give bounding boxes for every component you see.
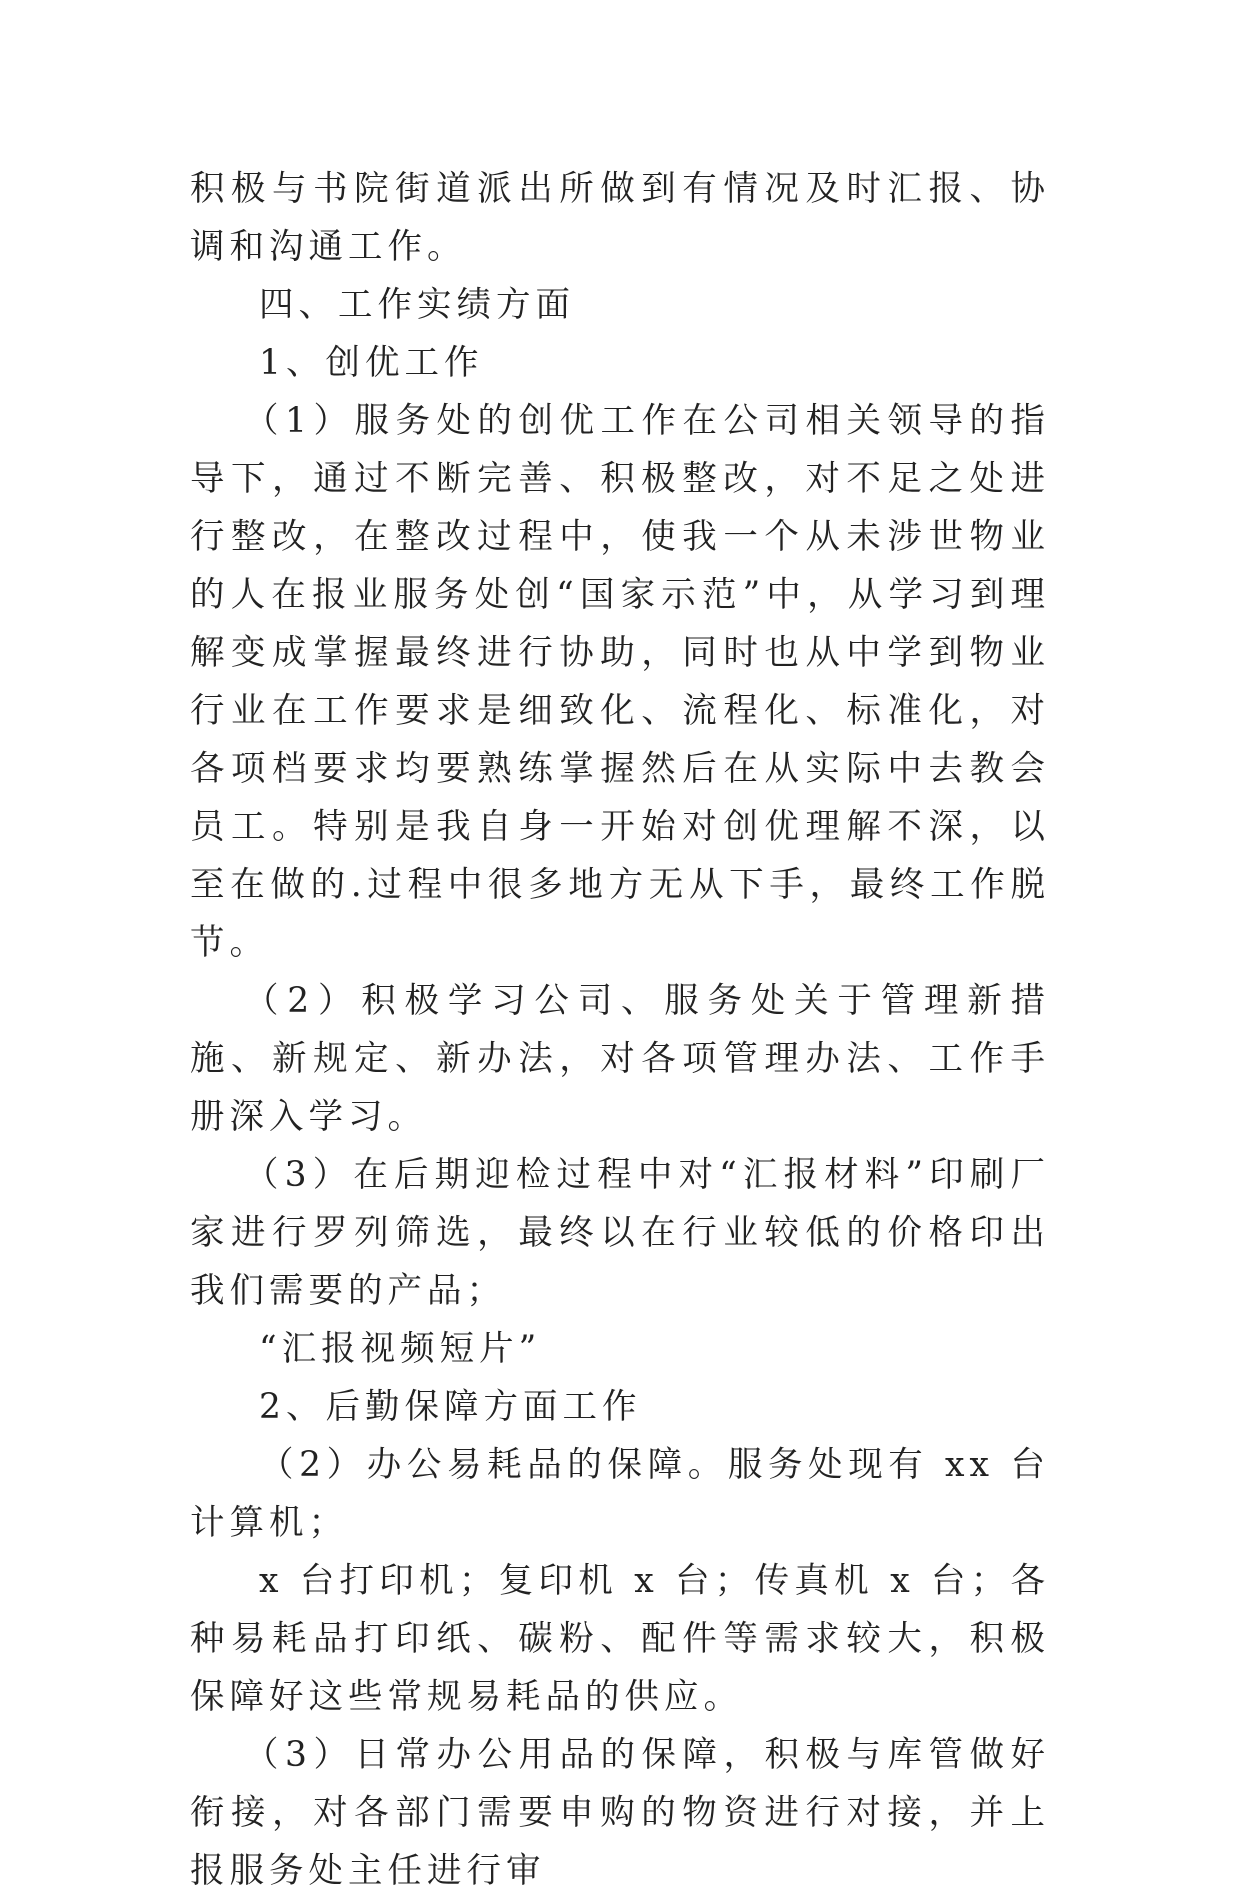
paragraph-excellence-2: （2）积极学习公司、服务处关于管理新措施、新规定、新办法，对各项管理办法、工作手册深入学习。: [190, 981, 1050, 1137]
paragraph-excellence-3: （3）在后期迎检过程中对“汇报材料”印刷厂家进行罗列筛选，最终以在行业较低的价格印出我们需要的产品；: [190, 1155, 1050, 1311]
section-heading-work-achievements: 四、工作实绩方面: [259, 285, 575, 325]
subsection-heading-excellence-work: 1、创优工作: [259, 343, 484, 383]
paragraph-logistics-equipment: x 台打印机；复印机 x 台；传真机 x 台；各种易耗品打印纸、碳粉、配件等需求较大，积极保障好这些常规易耗品的供应。: [190, 1561, 1050, 1717]
paragraph-logistics-3: （3）日常办公用品的保障，积极与库管做好衔接，对各部门需要申购的物资进行对接，并上报服务处主任进行审: [190, 1735, 1050, 1891]
paragraph-report-video: “汇报视频短片”: [259, 1329, 542, 1369]
paragraph-logistics-2: （2）办公易耗品的保障。服务处现有 xx 台计算机；: [190, 1445, 1050, 1543]
paragraph-1: 积极与书院街道派出所做到有情况及时汇报、协调和沟通工作。: [190, 169, 1050, 267]
paragraph-excellence-1: （1）服务处的创优工作在公司相关领导的指导下，通过不断完善、积极整改，对不足之处进行整改，在整改过程中，使我一个从未涉世物业的人在报业服务处创“国家示范”中，从学习到理解变成掌握最终进行协助，同时也从中学到物业行业在工作要求是细致化、流程化、标准化，对各项档要求均要熟练掌握然后在从实际中去教会员工。特别是我自身一开始对创优理解不深，以至在做的.过程中很多地方无从下手，最终工作脱节。: [190, 401, 1050, 963]
subsection-heading-logistics: 2、后勤保障方面工作: [259, 1387, 642, 1427]
document-body: [190, 160, 1050, 1900]
